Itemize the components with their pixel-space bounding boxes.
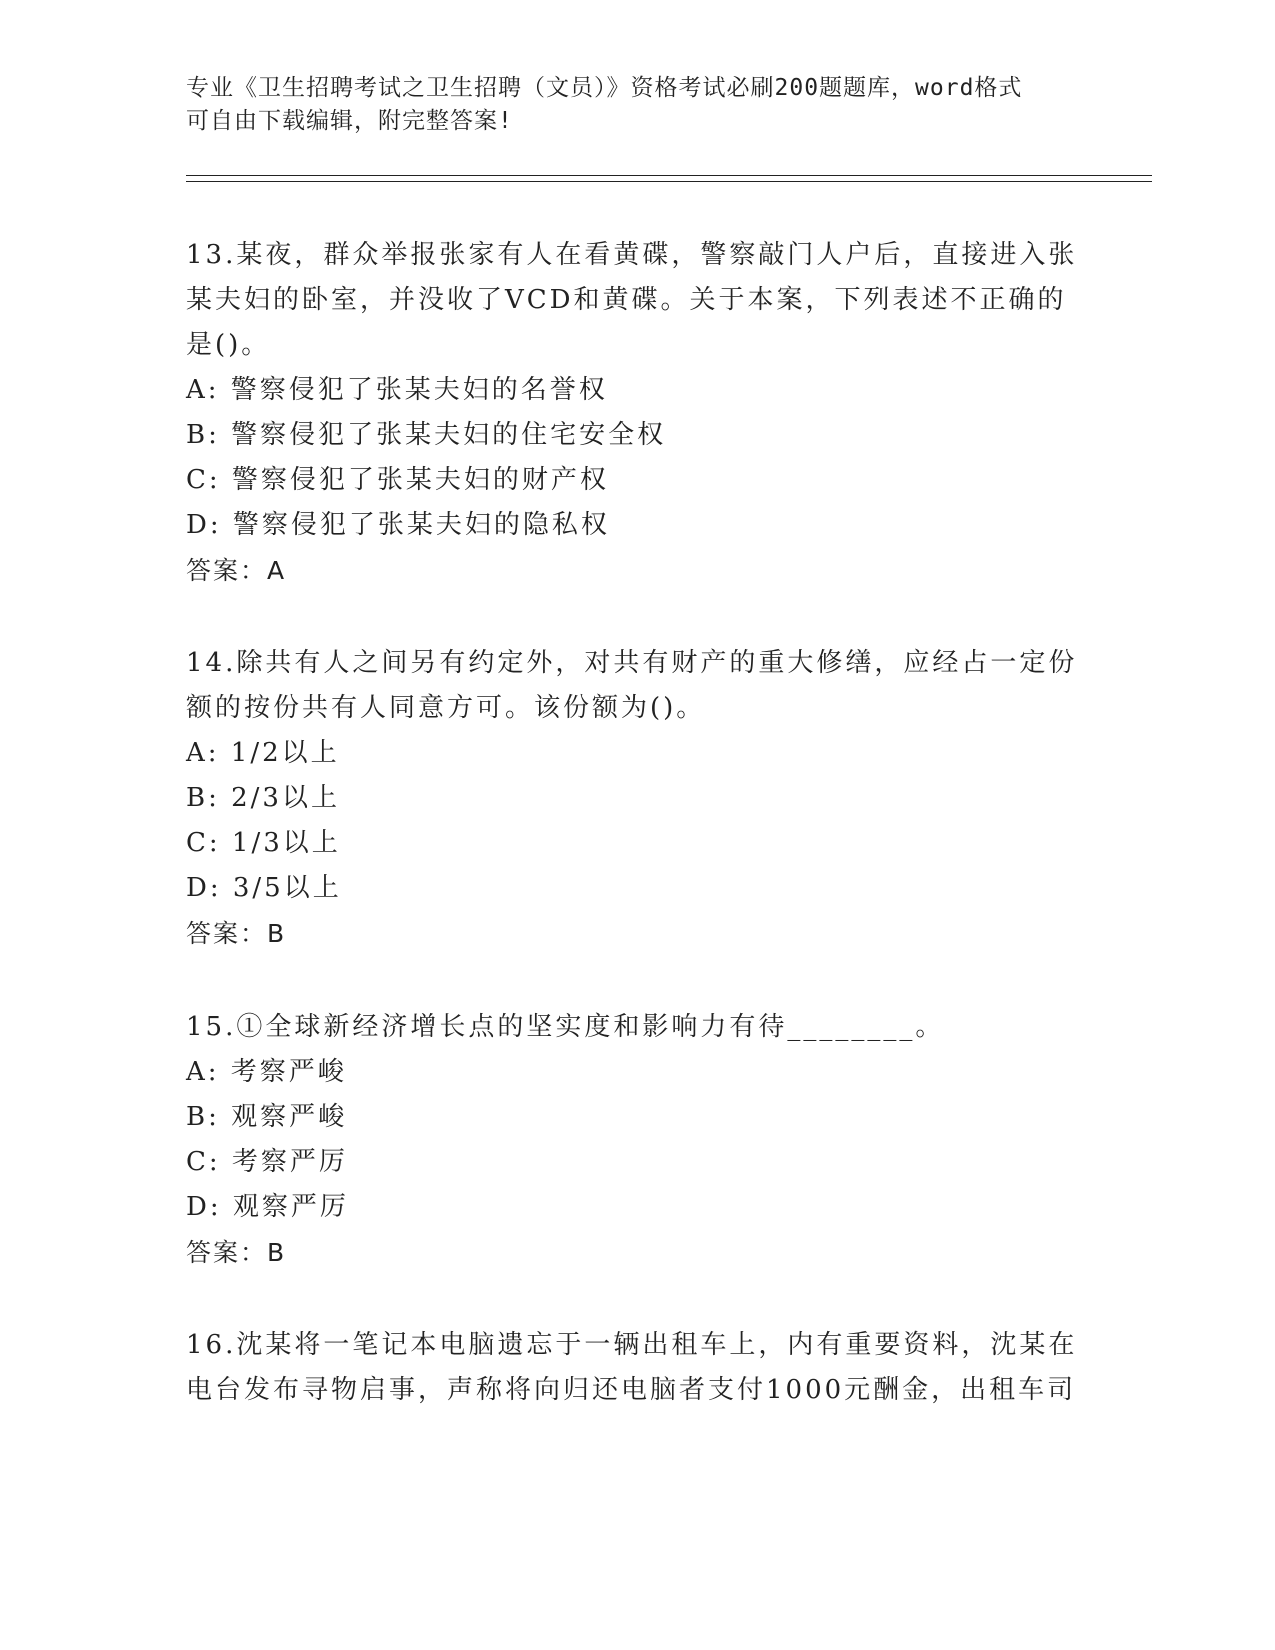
- header-line-2: 可自由下载编辑，附完整答案!: [186, 108, 513, 134]
- document-header: [186, 72, 1066, 138]
- question-line: 电台发布寻物启事，声称将向归还电脑者支付1000元酬金，出租车司: [186, 1375, 1077, 1405]
- answer: 答案：B: [186, 919, 287, 948]
- option-c: C: 警察侵犯了张某夫妇的财产权: [186, 465, 609, 495]
- option-a: A: 警察侵犯了张某夫妇的名誉权: [186, 375, 608, 405]
- option-a: A: 1/2以上: [186, 738, 340, 768]
- question-16: [186, 1323, 1086, 1413]
- header-divider-bottom: [186, 181, 1152, 182]
- header-line-1: 专业《卫生招聘考试之卫生招聘（文员）》资格考试必刷200题题库，word格式: [186, 75, 1023, 101]
- question-line: 15.①全球新经济增长点的坚实度和影响力有待________。: [186, 1012, 945, 1042]
- option-d: D: 观察严厉: [186, 1192, 349, 1222]
- option-b: B: 警察侵犯了张某夫妇的住宅安全权: [186, 420, 667, 450]
- option-d: D: 警察侵犯了张某夫妇的隐私权: [186, 510, 610, 540]
- question-line: 某夫妇的卧室，并没收了VCD和黄碟。关于本案，下列表述不正确的: [186, 285, 1067, 315]
- option-d: D: 3/5以上: [186, 873, 342, 903]
- question-14: [186, 641, 1086, 956]
- header-divider-top: [186, 175, 1152, 176]
- question-13: [186, 233, 1086, 593]
- question-line: 额的按份共有人同意方可。该份额为()。: [186, 693, 706, 723]
- question-line: 16.沈某将一笔记本电脑遗忘于一辆出租车上，内有重要资料，沈某在: [186, 1330, 1078, 1360]
- question-line: 是()。: [186, 330, 271, 360]
- option-b: B: 观察严峻: [186, 1102, 348, 1132]
- question-line: 14.除共有人之间另有约定外，对共有财产的重大修缮，应经占一定份: [186, 648, 1078, 678]
- option-c: C: 1/3以上: [186, 828, 341, 858]
- question-15: [186, 1005, 1086, 1275]
- answer: 答案：A: [186, 556, 287, 585]
- answer: 答案：B: [186, 1238, 287, 1267]
- option-c: C: 考察严厉: [186, 1147, 348, 1177]
- option-a: A: 考察严峻: [186, 1057, 347, 1087]
- question-line: 13.某夜，群众举报张家有人在看黄碟，警察敲门人户后，直接进入张: [186, 240, 1078, 270]
- option-b: B: 2/3以上: [186, 783, 340, 813]
